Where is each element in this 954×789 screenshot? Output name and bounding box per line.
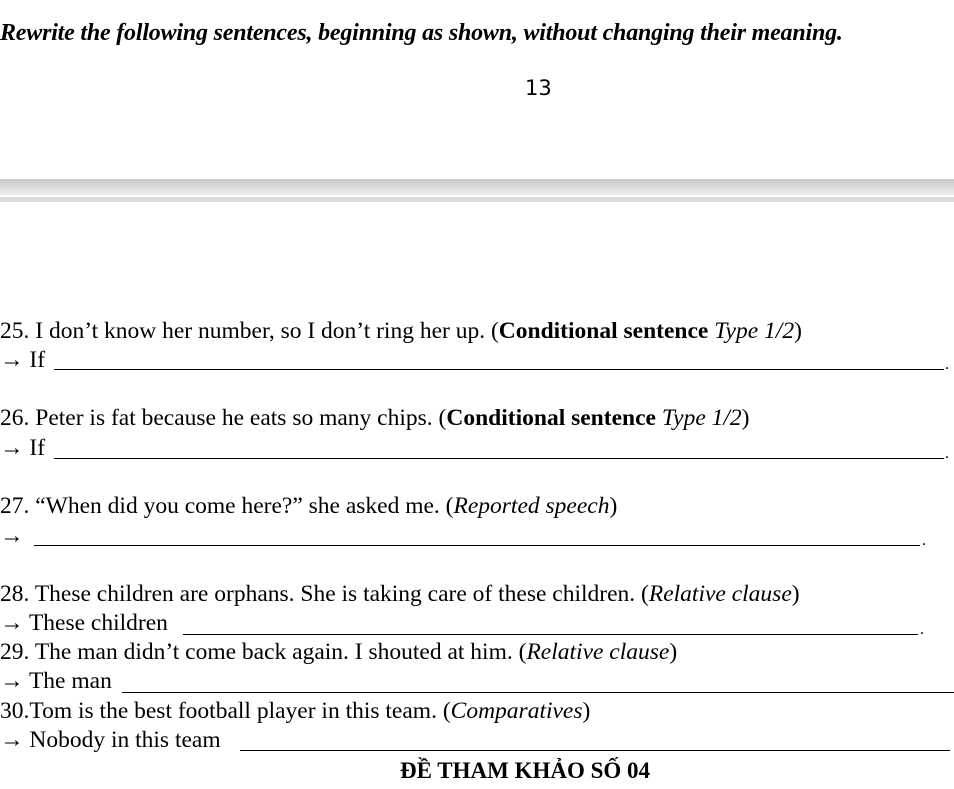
answer-end: .	[922, 532, 926, 549]
paren-close: )	[741, 405, 750, 431]
answer-prefix: → These children	[0, 610, 168, 636]
question-stem: 28. These children are orphans. She is taking care of these children. (	[0, 581, 649, 607]
question-stem: 26. Peter is fat because he eats so many chips. (	[0, 405, 447, 431]
answer-line-30[interactable]	[240, 750, 950, 751]
question-stem: 27. “When did you come here?” she asked me. (	[0, 493, 454, 519]
question-26	[0, 405, 749, 432]
answer-line-27[interactable]	[34, 545, 920, 546]
answer-end: .	[945, 445, 949, 462]
paren-close: )	[794, 318, 802, 344]
answer-prefix: → Nobody in this team	[0, 727, 221, 753]
question-30	[0, 698, 590, 725]
instruction-heading: Rewrite the following sentences, beginning as shown, without changing their meaning.	[0, 20, 843, 46]
paren-close: )	[669, 639, 678, 665]
grammar-type: Type 1/2	[655, 405, 742, 431]
answer-prefix: → If	[0, 347, 46, 373]
answer-end: .	[920, 621, 924, 638]
paren-close: )	[582, 698, 591, 724]
answer-prefix: →	[0, 523, 24, 549]
question-stem: 25. I don’t know her number, so I don’t ring her up. (	[0, 318, 499, 344]
grammar-topic: Conditional sentence	[446, 405, 656, 431]
question-27	[0, 493, 617, 520]
question-28	[0, 581, 800, 608]
question-29	[0, 639, 677, 666]
answer-line-28[interactable]	[183, 634, 918, 635]
paren-close: )	[609, 493, 618, 519]
grammar-type: Type 1/2	[708, 318, 795, 344]
question-stem: 30.Tom is the best football player in this team. (	[0, 698, 451, 724]
grammar-topic: Conditional sentence	[498, 318, 709, 344]
question-stem: 29. The man didn’t come back again. I shouted at him. (	[0, 639, 527, 665]
answer-end: .	[945, 356, 949, 373]
page-separator-thin	[0, 197, 954, 202]
grammar-topic: Relative clause	[526, 639, 670, 665]
answer-line-26[interactable]	[54, 458, 944, 459]
answer-line-25[interactable]	[54, 369, 944, 370]
grammar-topic: Relative clause	[648, 581, 792, 607]
question-25	[0, 318, 802, 345]
exam-heading: ĐỀ THAM KHẢO SỐ 04	[400, 758, 651, 783]
page-separator	[0, 179, 954, 195]
page-number: 13	[525, 76, 552, 100]
grammar-topic: Reported speech	[453, 493, 610, 519]
answer-prefix: → The man	[0, 668, 112, 694]
answer-prefix: → If	[0, 435, 46, 461]
paren-close: )	[791, 581, 800, 607]
answer-line-29[interactable]	[122, 692, 954, 693]
grammar-topic: Comparatives	[450, 698, 583, 724]
